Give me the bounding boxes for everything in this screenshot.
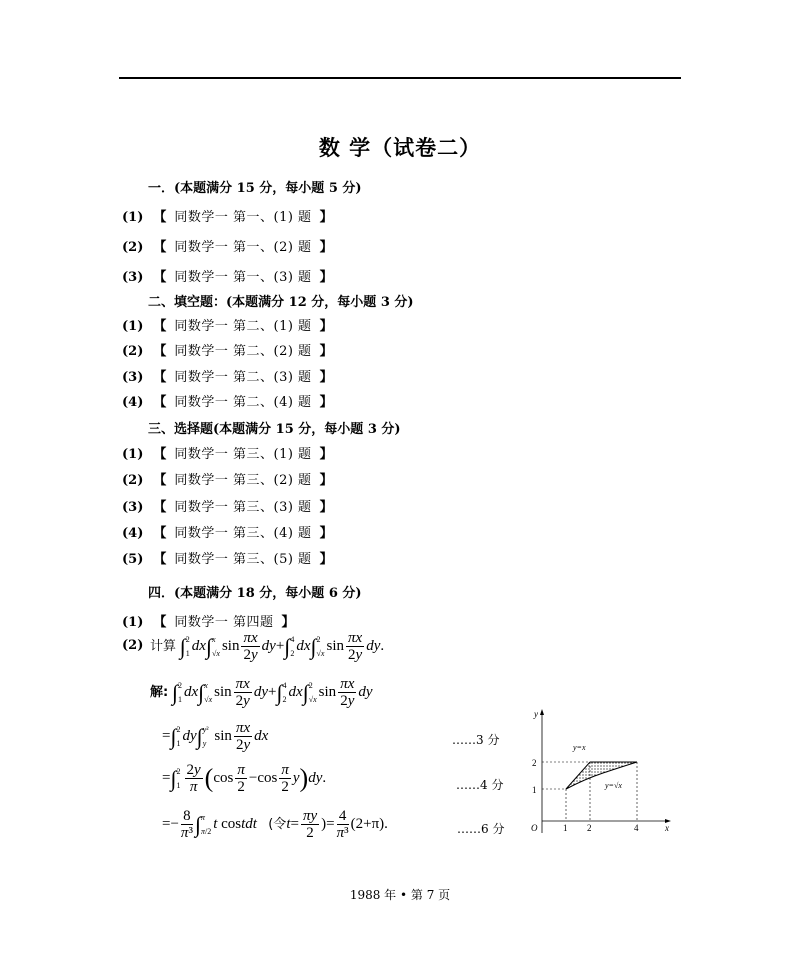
question-number: (3) bbox=[122, 270, 144, 285]
question-number: (2) bbox=[122, 240, 144, 255]
origin-label: O bbox=[531, 823, 538, 833]
question-item bbox=[122, 548, 333, 567]
shaded-region bbox=[566, 762, 637, 789]
question-number: (4) bbox=[122, 395, 144, 410]
question-reference: 同数学一 第一、(3) 题 bbox=[174, 270, 312, 285]
page-footer: 1988 年 • 第 7 页 bbox=[349, 888, 451, 902]
bracket-open: 【 bbox=[153, 552, 167, 567]
bracket-open: 【 bbox=[153, 270, 167, 285]
bracket-open: 【 bbox=[153, 473, 167, 488]
question-item bbox=[122, 366, 333, 385]
question-item bbox=[122, 315, 333, 334]
region-figure bbox=[525, 705, 675, 845]
axis-y-label: y bbox=[534, 709, 538, 719]
question-reference: 同数学一 第二、(3) 题 bbox=[174, 370, 312, 385]
substitution-label: (令 bbox=[268, 816, 287, 832]
section-4-heading: 四．(本题满分 18 分，每小题 6 分) bbox=[148, 586, 362, 601]
section-2-heading: 二、填空题：(本题满分 12 分，每小题 3 分) bbox=[148, 295, 414, 310]
question-reference: 同数学一 第一、(1) 题 bbox=[174, 210, 312, 225]
score-3: ……3 分 bbox=[452, 733, 500, 747]
question-item bbox=[122, 266, 333, 285]
score-4: ……4 分 bbox=[456, 778, 504, 792]
bracket-open: 【 bbox=[153, 526, 167, 541]
bracket-close: 】 bbox=[319, 447, 333, 462]
bracket-close: 】 bbox=[319, 270, 333, 285]
bracket-open: 【 bbox=[153, 370, 167, 385]
section-3-heading: 三、选择题(本题满分 15 分，每小题 3 分) bbox=[148, 422, 401, 437]
solution-label: 解: bbox=[150, 684, 169, 700]
question-number: (4) bbox=[122, 526, 144, 541]
tick-y-1: 1 bbox=[532, 785, 537, 795]
solution-line-3: =∫ 2 1 $\frac{2y}{\pi}$ (cos $\frac{\pi}{2}$ −cos $\frac{\pi}{2}$ y)dy. bbox=[162, 762, 327, 795]
question-number: (2) bbox=[122, 473, 144, 488]
question-item bbox=[122, 206, 333, 225]
question-number: (1) bbox=[122, 210, 144, 225]
bracket-open: 【 bbox=[153, 240, 167, 255]
bracket-close: 】 bbox=[319, 526, 333, 541]
bracket-close: 】 bbox=[319, 370, 333, 385]
problem-2-statement: 计算 ∫ 2 1 dx∫ x √x sin $\frac{\pi x}{2y}$ dy+∫ 4 2 dx∫ 2 √x sin $\frac{\pi x}{2y}$ dy. bbox=[150, 630, 385, 663]
question-reference: 同数学一 第三、(5) 题 bbox=[174, 552, 312, 567]
question-number: (1) bbox=[122, 319, 144, 334]
question-item bbox=[122, 522, 333, 541]
question-reference: 同数学一 第三、(4) 题 bbox=[174, 526, 312, 541]
question-number: (3) bbox=[122, 500, 144, 515]
question-number: (1) bbox=[122, 615, 144, 630]
question-item bbox=[122, 611, 295, 630]
question-reference: 同数学一 第四题 bbox=[174, 615, 274, 630]
bracket-close: 】 bbox=[319, 552, 333, 567]
question-reference: 同数学一 第二、(1) 题 bbox=[174, 319, 312, 334]
tick-x-2: 2 bbox=[587, 823, 592, 833]
bracket-open: 【 bbox=[153, 500, 167, 515]
problem-2-prompt: 计算 bbox=[150, 638, 177, 654]
bracket-open: 【 bbox=[153, 395, 167, 410]
question-item bbox=[122, 443, 333, 462]
bracket-close: 】 bbox=[319, 395, 333, 410]
bracket-open: 【 bbox=[153, 319, 167, 334]
question-number: (2) bbox=[122, 344, 144, 359]
problem-2-number: (2) bbox=[122, 638, 144, 653]
top-rule bbox=[119, 77, 681, 79]
question-reference: 同数学一 第三、(2) 题 bbox=[174, 473, 312, 488]
y-axis-arrow bbox=[540, 709, 544, 715]
bracket-close: 】 bbox=[319, 473, 333, 488]
question-reference: 同数学一 第二、(2) 题 bbox=[174, 344, 312, 359]
bracket-close: 】 bbox=[319, 210, 333, 225]
solution-line-1: 解: ∫ 2 1 dx∫ x √x sin $\frac{\pi x}{2y}$ dy+∫ 4 2 dx∫ 2 √x sin $\frac{\pi x}{2y}$ dy bbox=[150, 676, 373, 709]
bracket-open: 【 bbox=[153, 344, 167, 359]
label-y-eq-x: y=x bbox=[573, 743, 586, 752]
question-reference: 同数学一 第三、(3) 题 bbox=[174, 500, 312, 515]
bracket-open: 【 bbox=[153, 447, 167, 462]
question-item bbox=[122, 496, 333, 515]
label-y-eq-sqrtx: y=√x bbox=[605, 781, 622, 790]
bracket-close: 】 bbox=[281, 615, 295, 630]
question-reference: 同数学一 第三、(1) 题 bbox=[174, 447, 312, 462]
solution-line-2: =∫ 2 1 dy∫ y² y sin $\frac{\pi x}{2y}$ dx bbox=[162, 720, 269, 753]
question-number: (5) bbox=[122, 552, 144, 567]
bracket-close: 】 bbox=[319, 344, 333, 359]
question-item bbox=[122, 391, 333, 410]
score-6: ……6 分 bbox=[457, 822, 505, 836]
page-title: 数 学（试卷二） bbox=[318, 135, 482, 160]
tick-y-2: 2 bbox=[532, 758, 537, 768]
tick-x-1: 1 bbox=[563, 823, 568, 833]
bracket-close: 】 bbox=[319, 240, 333, 255]
tick-x-4: 4 bbox=[634, 823, 639, 833]
question-item bbox=[122, 340, 333, 359]
question-item bbox=[122, 236, 333, 255]
result-value: (2+π). bbox=[350, 815, 388, 832]
bracket-close: 】 bbox=[319, 319, 333, 334]
solution-line-4: =− $\frac{8}{\text{π³}}$ ∫ π π/2 t costdt (令t= $\frac{\pi y}{2}$ )= $\frac{4}{\text{π³}}$ (2+π). bbox=[162, 808, 388, 841]
question-reference: 同数学一 第二、(4) 题 bbox=[174, 395, 312, 410]
question-number: (1) bbox=[122, 447, 144, 462]
question-reference: 同数学一 第一、(2) 题 bbox=[174, 240, 312, 255]
section-1-heading: 一．(本题满分 15 分，每小题 5 分) bbox=[148, 181, 362, 196]
bracket-close: 】 bbox=[319, 500, 333, 515]
axis-x-label: x bbox=[665, 823, 669, 833]
bracket-open: 【 bbox=[153, 615, 167, 630]
question-number: (3) bbox=[122, 370, 144, 385]
question-item bbox=[122, 469, 333, 488]
bracket-open: 【 bbox=[153, 210, 167, 225]
